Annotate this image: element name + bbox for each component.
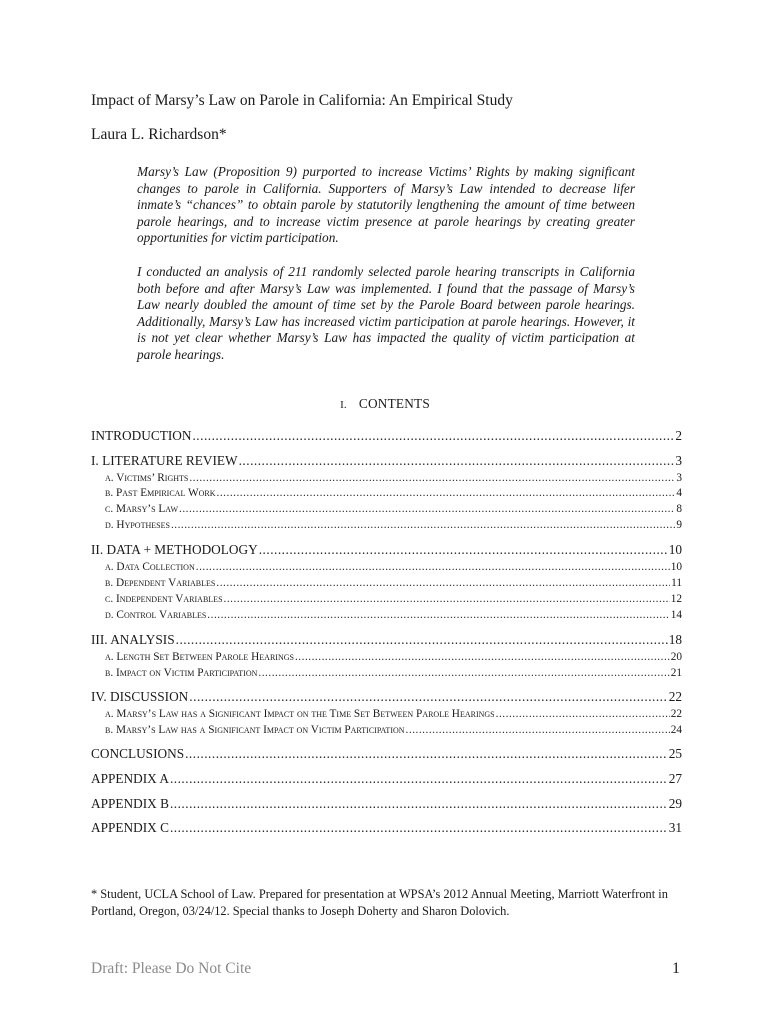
toc-subentry[interactable] <box>91 593 682 605</box>
toc-page: 20 <box>670 651 682 663</box>
toc-label: b. Dependent Variables <box>105 577 216 589</box>
toc-page: 12 <box>670 593 682 605</box>
toc-subentry[interactable] <box>91 708 682 720</box>
toc-page: 3 <box>675 453 682 468</box>
toc-page: 9 <box>676 519 682 531</box>
toc-page: 10 <box>668 542 682 557</box>
toc-label: I. LITERATURE REVIEW <box>91 453 238 468</box>
toc-entry[interactable] <box>91 820 682 836</box>
toc-label: APPENDIX C <box>91 820 169 835</box>
toc-entry[interactable] <box>91 542 682 558</box>
toc-subentry[interactable] <box>91 487 682 499</box>
toc-page: 29 <box>668 796 682 811</box>
toc-label: b. Marsy’s Law has a Significant Impact on Victim Participation <box>105 724 405 736</box>
contents-heading <box>0 396 770 412</box>
author-footnote: * Student, UCLA School of Law. Prepared for presentation at WPSA’s 2012 Annual Meeting, Marriott Waterfront in Portland, Oregon, 03/24/12. Special thanks to Joseph Doherty and Sharon Dolovich. <box>91 887 668 918</box>
toc-subentry[interactable] <box>91 561 682 573</box>
toc-page: 10 <box>670 561 682 573</box>
toc-label: a. Victims’ Rights <box>105 472 189 484</box>
toc-label: a. Marsy’s Law has a Significant Impact on the Time Set Between Parole Hearings <box>105 708 495 720</box>
toc-label: CONCLUSIONS <box>91 746 185 761</box>
toc-label: c. Independent Variables <box>105 593 223 605</box>
toc-label: a. Length Set Between Parole Hearings <box>105 651 294 663</box>
toc-label: III. ANALYSIS <box>91 632 175 647</box>
toc-page: 22 <box>668 689 682 704</box>
paper-title: Impact of Marsy’s Law on Parole in California: An Empirical Study <box>91 92 513 109</box>
toc-label: c. Marsy’s Law <box>105 503 178 515</box>
toc-label: a. Data Collection <box>105 561 195 573</box>
toc-entry[interactable] <box>91 428 682 444</box>
toc-entry[interactable] <box>91 746 682 762</box>
toc-label: IV. DISCUSSION <box>91 689 189 704</box>
toc-page: 2 <box>675 428 682 443</box>
page-number: 1 <box>672 960 680 977</box>
toc-page: 25 <box>668 746 682 761</box>
toc-subentry[interactable] <box>91 577 682 589</box>
draft-notice: Draft: Please Do Not Cite <box>91 960 252 977</box>
toc-page: 22 <box>670 708 682 720</box>
toc-entry[interactable] <box>91 771 682 787</box>
toc-label: II. DATA + METHODOLOGY <box>91 542 258 557</box>
toc-entry[interactable] <box>91 453 682 469</box>
toc-subentry[interactable] <box>91 667 682 679</box>
toc-page: 24 <box>670 724 682 736</box>
contents-number: I. <box>340 399 347 411</box>
abstract-paragraph-1: Marsy’s Law (Proposition 9) purported to increase Victims’ Rights by making significant changes to parole in California. Supporters of Marsy’s Law intended to decrease lifer inmate’s “chances” to obtain parole by statutorily lengthening the amount of time between parole hearings, and to increase victim presence at parole hearings by creating greater opportunities for victim participation. <box>137 164 635 246</box>
toc-label: APPENDIX B <box>91 796 169 811</box>
author-name: Laura L. Richardson* <box>91 126 227 143</box>
toc-page: 4 <box>676 487 682 499</box>
toc-subentry[interactable] <box>91 519 682 531</box>
toc-page: 14 <box>670 609 682 621</box>
toc-label: d. Hypotheses <box>105 519 170 531</box>
contents-title: CONTENTS <box>358 396 430 411</box>
toc-subentry[interactable] <box>91 609 682 621</box>
toc-entry[interactable] <box>91 632 682 648</box>
toc-entry[interactable] <box>91 689 682 705</box>
toc-label: APPENDIX A <box>91 771 169 786</box>
toc-page: 11 <box>671 577 682 589</box>
toc-page: 27 <box>668 771 682 786</box>
toc-subentry[interactable] <box>91 503 682 515</box>
toc-subentry[interactable] <box>91 724 682 736</box>
toc-page: 31 <box>668 820 682 835</box>
toc-page: 3 <box>676 472 682 484</box>
toc-page: 18 <box>668 632 682 647</box>
toc-label: b. Past Empirical Work <box>105 487 216 499</box>
toc-label: b. Impact on Victim Participation <box>105 667 258 679</box>
toc-page: 8 <box>676 503 682 515</box>
abstract-paragraph-2: I conducted an analysis of 211 randomly selected parole hearing transcripts in California both before and after Marsy’s Law was implemented. I found that the passage of Marsy’s Law nearly doubled the amount of time set by the Parole Board between parole hearings. Additionally, Marsy’s Law has increased victim participation at parole hearings. However, it is not yet clear whether Marsy’s Law has impacted the quality of victim participation at parole hearings. <box>137 264 635 362</box>
toc-subentry[interactable] <box>91 651 682 663</box>
toc-subentry[interactable] <box>91 472 682 484</box>
toc-label: INTRODUCTION <box>91 428 192 443</box>
toc-entry[interactable] <box>91 796 682 812</box>
toc-label: d. Control Variables <box>105 609 207 621</box>
toc-page: 21 <box>670 667 682 679</box>
